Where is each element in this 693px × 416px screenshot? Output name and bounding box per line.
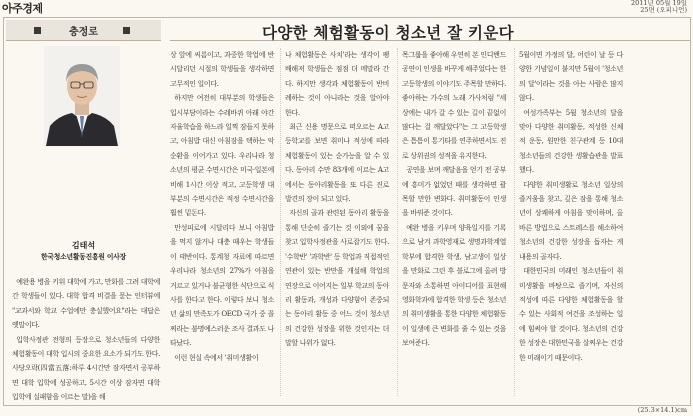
paragraph: 상 앞에 씨름이고, 과중한 학업에 반 시달리던 시절의 학생들을 생각하면 고무적인 일이다. — [170, 51, 274, 88]
author-portrait — [44, 46, 120, 146]
masthead — [0, 0, 693, 14]
author-title: 한국청소년활동진흥원 이사장 — [41, 253, 126, 261]
paragraph: 예완용 병을 키워 대학에 가고, 만화를 그려 대학에 간 학생들이 있다. 대학 합격 비결을 묻는 인터뷰에 "교과서와 학교 수업에만 충실했어요"라는 대답은 옛말이다. — [12, 278, 160, 330]
article-column-4 — [402, 48, 506, 396]
paragraph: 이런 현실 속에서 '취미생활이 — [174, 353, 259, 362]
paragraph: 다양한 취미생활로 청소년 일상의 즐거움을 찾고, 깊은 잠을 통해 청소년이 상쾌하게 아침을 맞이하며, 올바른 방법으로 스트레스를 해소하여 청소년의 건강한 성장을 돕자는 게 내용의 골자다. — [519, 180, 623, 261]
paragraph: 대한민국의 미래인 청소년들이 취미생활을 바탕으로 즐기며, 자신의 적성에 따른 다양한 체험활동을 할 수 있는 사회적 여건을 조성하는 일에 힘써야 할 것이다. 청소년의 건강한 성장은 대한민국을 살찌우는 건강한 미래이기 때문이다. — [519, 267, 623, 362]
paragraph: 입학사정관 전형의 등장으로 청소년들의 다양한 체험활동이 대학 입시의 중요한 요소가 되기도 한다. 사당오락(四當五落:하루 4시간만 잠자면서 공부하면 대학 입학에 성공하고, 5시간 이상 잠자면 대학 입학에 실패함을 이르는 말)을 해 — [12, 335, 160, 402]
paragraph: 나 체험활동은 사치'라는 생각이 팽배해져 학생들은 점점 더 메말라 간다. 하지만 생각과 체험활동이 반비례하는 것이 아니라는 것을 알아야 한다. — [285, 51, 389, 117]
column-divider — [397, 48, 398, 396]
headline: 다양한 체험활동이 청소년 잘 키운다 — [262, 24, 514, 42]
paragraph: 최근 신용 명문으로 떠오르는 A고등학교를 보면 취미나 적성에 따라 체험활동이 있는 순가능을 알 수 있다. 동아리 수만 83개에 이르는 A고에서는 동아리활동을 또 다른 진로 발견의 장이 되고 있다. — [285, 123, 389, 204]
author-name: 김태석 — [71, 241, 96, 250]
headline-bar — [170, 20, 690, 41]
paragraph: 여성가족부는 5월 청소년의 달을 맞아 다양한 취미활동, 적성한 신체적 운동, 원만한 친구관계 등 10대 청소년들의 건강한 생활습관을 발표했다. — [519, 108, 623, 175]
article-column-3 — [285, 48, 389, 396]
date-line — [631, 0, 687, 14]
paragraph: 5월이면 가정의 달, 어린이 날 등 다양한 기념일이 붙지만 5월이 '청소년의 달'이라는 것을 아는 사람은 많지 않다. — [519, 51, 623, 103]
paragraph: 만성피로에 시달리다 보니 아침밥을 먹지 않거나 대충 때우는 학생들이 태반이다. 통계청 자료에 따르면 우리나라 청소년의 27%가 아침을 거르고 있거나 불균형한 식단으로 식사를 한다고 한다. 이렇다 보니 청소년 삶의 만족도가 OECD 국가 중 꼴찌라는 불명예스러운 조사 결과도 나타났다. — [170, 223, 274, 348]
article-column-2 — [170, 48, 274, 396]
column-label-bar — [6, 20, 161, 41]
portrait-photo-icon — [44, 46, 120, 146]
publication-date: 2011년 05월 19일 — [630, 0, 687, 7]
page-info: 25면 (오피니언) — [640, 6, 687, 14]
paragraph: 예완 병을 키우며 양육일지를 기록으로 남겨 과학영재로 생명과학계열학부에 합격한 학생, 남고생이 일상을 만화로 그린 후 블로그에 올려 방문자와 소통하면 아이디어를 표현해 영화학과에 합격한 학생 등은 청소년의 취미생활을 통한 다양한 체험활동이 일생에 큰 변화를 줄 수 있는 것을 보여준다. — [402, 223, 506, 348]
paragraph: 목그룹을 좋아해 우연히 본 인디밴드 공연이 인생을 바꾸게 해주었다는 한 고등학생의 이야기도 주목할 만하다. 좋아하는 가수의 노래 가사처럼 "세상에는 내가 갈 수 있는 길이 끝없이 많다는 걸 깨달았다"는 그 고등학생은 틈틈이 통기타를 연주하면서도 진로 상위권의 성적을 유지한다. — [402, 51, 506, 160]
column-divider — [280, 48, 281, 396]
paragraph: 하지만 여전히 대부분의 학생들은 입시부담이라는 수레바퀴 아래 야간자율학습을 하느라 일찍 잠들지 못하고, 아침밥 대신 아침잠을 택하는 악순환을 이어가고 있다. 우리나라 청소년의 평균 수면시간은 미국·일본에 비해 1시간 이상 적고, 고등학생 대부분의 수면시간은 적정 수면시간을 훨씬 밑돈다. — [170, 94, 274, 218]
article-column-1 — [12, 275, 160, 402]
column-divider — [514, 48, 515, 396]
column-name: 충정로 — [69, 27, 98, 38]
paragraph: 자신의 골과 관련된 동아리 활동을 통해 단순히 즐기는 것 이외에 꿈을 찾고 입학사정관을 사로잡기도 한다. '수학반' '과학반' 등 학업과 직접적인 연관이 있는 반만을 개설해 학업의 연장으로 이어지는 일부 학교의 동아리 활동과, 개성과 다양함이 존중되는 동아리 활동 중 어느 것이 청소년의 건강한 성장을 위한 것인지는 더 말할 나위가 없다. — [285, 209, 389, 348]
article-column-5 — [519, 48, 623, 396]
paragraph: 공연을 보며 깨달음을 얻기 전 공부에 흥미가 없었던 때를 생각하면 괄목할 만한 변화다. 취미활동이 인생을 바꿔준 것이다. — [402, 166, 506, 218]
newspaper-name: 아주경제 — [2, 2, 43, 15]
clipping-size: (25.3×14.1)cm — [637, 406, 687, 414]
